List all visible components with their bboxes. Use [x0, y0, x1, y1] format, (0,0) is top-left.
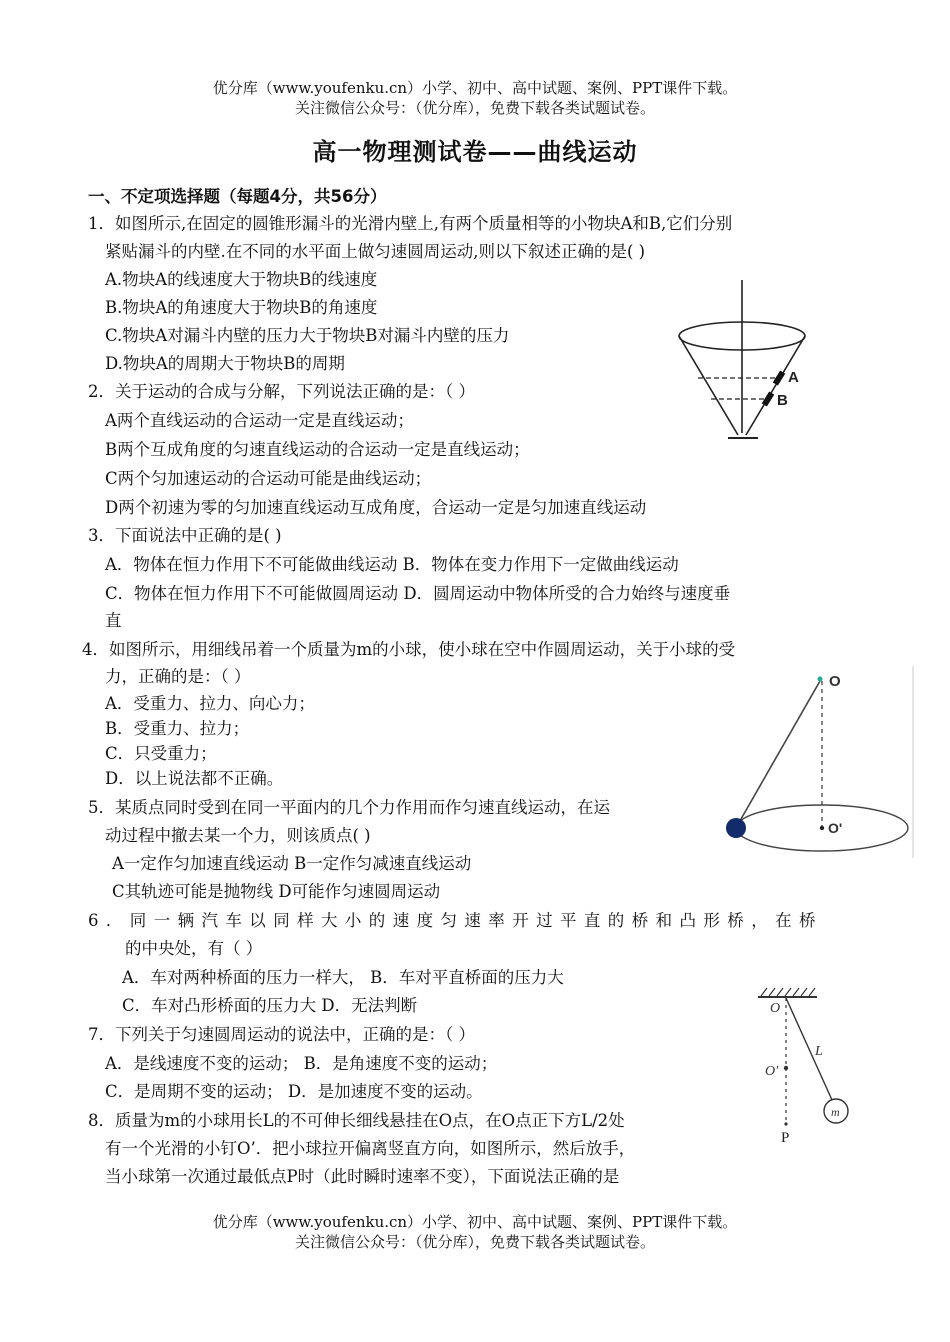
- q2-stem: 2．关于运动的合成与分解，下列说法正确的是：（ ）: [88, 382, 475, 401]
- q3-options-cd: C．物体在恒力作用下不可能做圆周运动 D．圆周运动中物体所受的合力始终与速度垂: [105, 584, 731, 603]
- q3-options-ab: A．物体在恒力作用下不可能做曲线运动 B．物体在变力作用下一定做曲线运动: [105, 555, 679, 574]
- q4-option-a: A．受重力、拉力、向心力；: [105, 694, 315, 713]
- center-point: [820, 826, 824, 830]
- string: [737, 681, 820, 826]
- q5-options-cd: C其轨迹可能是抛物线 D可能作匀速圆周运动: [112, 882, 441, 901]
- point-p: [784, 1122, 787, 1125]
- q5-options-ab: A一定作匀加速直线运动 B一定作匀减速直线运动: [112, 854, 472, 873]
- nail-point: [784, 1066, 788, 1070]
- funnel-figure: [670, 278, 820, 443]
- label-a: A: [788, 369, 799, 386]
- q7-options-cd: C．是周期不变的运动； D．是加速度不变的运动。: [105, 1082, 483, 1101]
- label-o-prime: O': [765, 1064, 779, 1079]
- q5-stem-1: 5．某质点同时受到在同一平面内的几个力作用而作匀速直线运动，在运: [88, 798, 610, 817]
- q1-stem-2: 紧贴漏斗的内壁.在不同的水平面上做匀速圆周运动,则以下叙述正确的是( ): [105, 242, 646, 261]
- q6-stem-1: 6．同一辆汽车以同样大小的速度匀速率开过平直的桥和凸形桥，在桥: [88, 911, 823, 930]
- q1-stem-1: 1．如图所示,在固定的圆锥形漏斗的光滑内壁上,有两个质量相等的小物块A和B,它们分别: [88, 214, 733, 233]
- q5-stem-2: 动过程中撤去某一个力，则该质点( ): [105, 826, 371, 845]
- ceiling-hatch: [761, 988, 815, 996]
- ball: [726, 818, 746, 838]
- q8-stem-3: 当小球第一次通过最低点P时（此时瞬时速率不变），下面说法正确的是: [105, 1167, 620, 1186]
- q2-option-c: C两个匀加速运动的合运动可能是曲线运动；: [105, 469, 432, 488]
- conical-pendulum-figure: [718, 666, 914, 860]
- q1-option-c: C.物块A对漏斗内壁的压力大于物块B对漏斗内壁的压力: [105, 326, 510, 345]
- q6-options-ab: A．车对两种桥面的压力一样大， B．车对平直桥面的压力大: [122, 968, 564, 987]
- label-o: O: [770, 1001, 781, 1016]
- pivot-point: [818, 677, 823, 682]
- q6-options-cd: C．车对凸形桥面的压力大 D．无法判断: [122, 996, 418, 1015]
- string: [786, 998, 832, 1100]
- q4-option-d: D．以上说法都不正确。: [105, 769, 284, 788]
- q3-options-cd-cont: 直: [105, 611, 122, 630]
- q3-stem: 3．下面说法中正确的是( ): [88, 526, 282, 545]
- q6-stem-2: 的中央处，有（ ）: [125, 939, 263, 958]
- q4-stem-2: 力，正确的是：（ ）: [105, 667, 251, 686]
- q7-stem: 7．下列关于匀速圆周运动的说法中，正确的是：（ ）: [88, 1025, 475, 1044]
- q1-option-d: D.物块A的周期大于物块B的周期: [105, 354, 345, 373]
- label-o: O: [829, 673, 841, 690]
- label-m: m: [831, 1105, 840, 1119]
- section-heading: 一、不定项选择题（每题4分，共56分）: [88, 187, 387, 206]
- nail-pendulum-figure: [755, 985, 855, 1150]
- q4-option-c: C．只受重力；: [105, 744, 217, 763]
- label-o-prime: O': [828, 820, 843, 836]
- funnel-wall-left: [679, 336, 738, 435]
- page-title: 高一物理测试卷——曲线运动: [312, 138, 638, 166]
- q4-stem-1: 4．如图所示，用细线吊着一个质量为m的小球，使小球在空中作圆周运动，关于小球的受: [82, 640, 736, 659]
- label-l: L: [815, 1044, 823, 1059]
- q8-stem-1: 8．质量为m的小球用长L的不可伸长细线悬挂在O点，在O点正下方L/2处: [88, 1111, 625, 1130]
- q2-option-d: D两个初速为零的匀加速直线运动互成角度，合运动一定是匀加速直线运动: [105, 498, 647, 517]
- label-p: P: [781, 1130, 790, 1146]
- q1-option-b: B.物块A的角速度大于物块B的角速度: [105, 298, 378, 317]
- q2-option-a: A两个直线运动的合运动一定是直线运动；: [105, 411, 414, 430]
- q1-option-a: A.物块A的线速度大于物块B的线速度: [105, 270, 378, 289]
- header-line-1: 优分库（www.youfenku.cn）小学、初中、高中试题、案例、PPT课件下载。: [212, 79, 738, 97]
- q2-option-b: B两个互成角度的匀速直线运动的合运动一定是直线运动；: [105, 440, 530, 459]
- q7-options-ab: A．是线速度不变的运动； B．是角速度不变的运动；: [105, 1054, 498, 1073]
- footer-line-1: 优分库（www.youfenku.cn）小学、初中、高中试题、案例、PPT课件下载。: [212, 1213, 738, 1231]
- label-b: B: [777, 392, 788, 409]
- q4-option-b: B．受重力、拉力；: [105, 719, 250, 738]
- footer-line-2: 关注微信公众号：（优分库），免费下载各类试题试卷。: [294, 1233, 655, 1251]
- q8-stem-2: 有一个光滑的小钉O’．把小球拉开偏离竖直方向，如图所示，然后放手，: [105, 1139, 636, 1158]
- header-line-2: 关注微信公众号：（优分库），免费下载各类试题试卷。: [294, 99, 655, 117]
